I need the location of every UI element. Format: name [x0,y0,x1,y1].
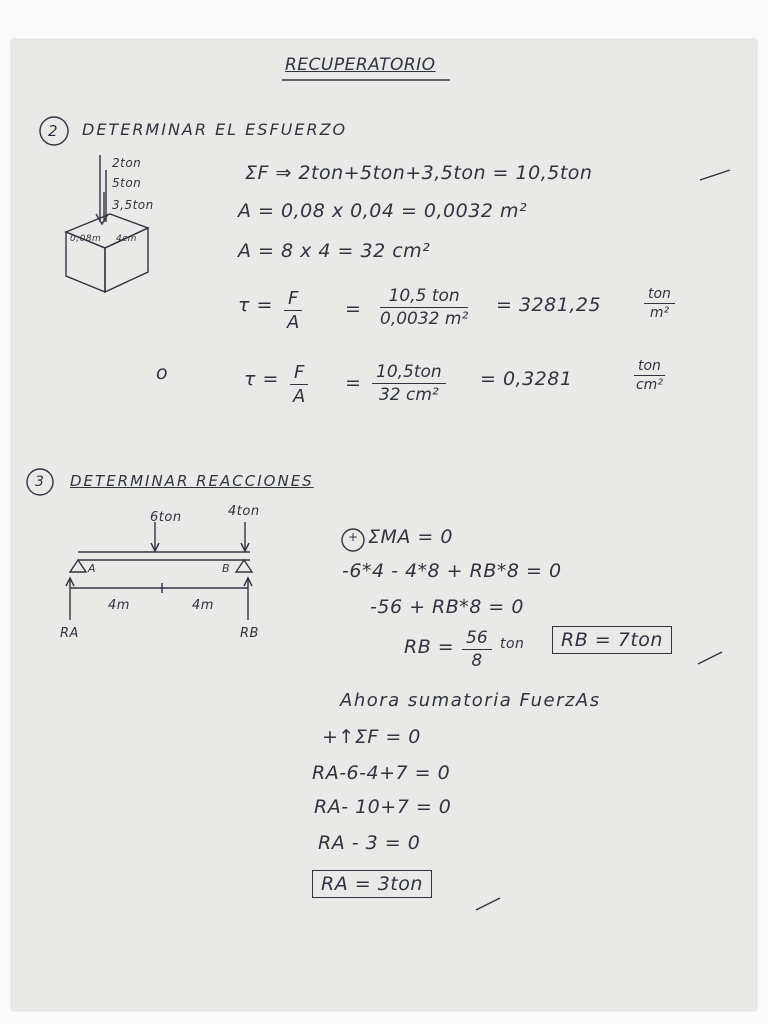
moment-eq: ΣMA = 0 [368,526,453,548]
support-a [70,560,86,572]
force-eq-1: +↑ΣF = 0 [322,726,421,748]
forces-subtitle: Ahora sumatoria FuerzAs [340,690,601,711]
problem3-number: 3 [35,474,45,490]
problem3-heading: DETERMINAR REACCIONES [70,472,314,490]
ra-strike [476,898,500,910]
sigma2-lhs: τ = [244,368,279,390]
reaction-b-label: RB [240,626,259,641]
sigma1-lhs: τ = [238,294,273,316]
sigma1-equal: = [345,298,362,320]
sigma2-ratio: $\frac{F}{A}$ [290,362,308,407]
force-eq-3: RA- 10+7 = 0 [314,796,452,818]
rb-fraction: $\frac{56}{8}$ [462,628,492,671]
rb-lhs: RB = [404,636,455,658]
block-load-1: 2ton [112,156,142,170]
rb-strike [698,652,722,664]
rb-unit: ton [500,636,525,652]
area-cm: A = 8 x 4 = 32 cm² [238,240,431,262]
force-eq-4: RA - 3 = 0 [318,832,421,854]
moment-line-1: -6*4 - 4*8 + RB*8 = 0 [342,560,562,582]
span-2: 4m [192,598,214,613]
area-m: A = 0,08 x 0,04 = 0,0032 m² [238,200,528,222]
sigma2-fraction: 10,5ton 32 cm² [372,362,446,405]
problem2-number: 2 [48,122,59,140]
block-dim-2: 4cm [116,234,137,244]
block-load-3: 3,5ton [112,198,154,212]
sum-forces-eq: ΣF ⇒ 2ton+5ton+3,5ton = 10,5ton [245,162,593,184]
support-b [236,560,252,572]
beam-load-1: 6ton [150,510,182,525]
sigma1-units: ton m² [644,286,675,321]
reaction-a-label: RA [60,626,79,641]
block-dim-1: 0,08m [70,234,102,244]
support-a-label: A [88,562,97,575]
sigma2-units: ton cm² [635,358,663,393]
moment-sign: + [348,530,359,544]
span-1: 4m [108,598,130,613]
sigma1-fraction: 10,5 ton 0,0032 m² [380,286,469,329]
page-title: RECUPERATORIO [285,55,436,75]
moment-line-2: -56 + RB*8 = 0 [370,596,524,618]
sigma1-ratio: $\frac{F}{A}$ [284,288,302,333]
force-eq-2: RA-6-4+7 = 0 [312,762,451,784]
rb-result-box: RB = 7ton [552,626,672,654]
sigma2-result: = 0,3281 [480,368,573,390]
ra-result-box: RA = 3ton [312,870,432,898]
problem2-heading: DETERMINAR EL ESFUERZO [82,120,348,139]
sigma1-result: = 3281,25 [496,294,602,316]
support-b-label: B [222,562,231,575]
block-load-2: 5ton [112,176,142,190]
or-label: o [156,362,169,384]
beam-load-2: 4ton [228,504,260,519]
sigma2-equal: = [345,372,362,394]
